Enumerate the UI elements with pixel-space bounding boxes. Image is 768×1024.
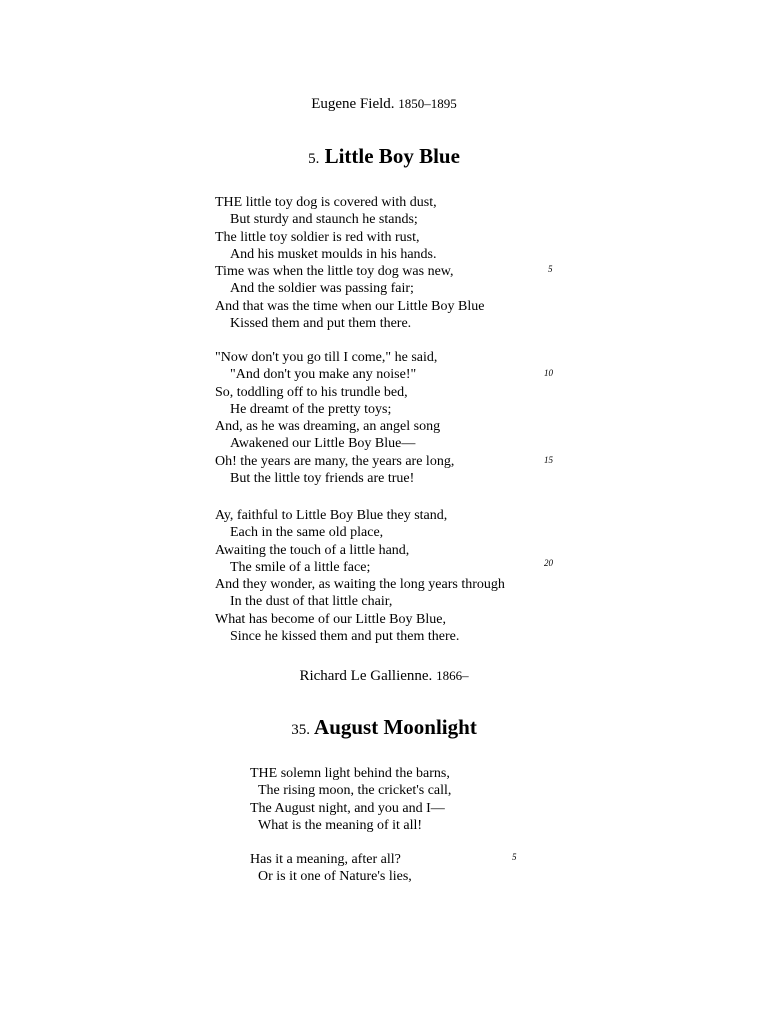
poem-line: So, toddling off to his trundle bed,: [215, 384, 408, 400]
poem-line: THE solemn light behind the barns,: [250, 766, 450, 781]
poem-line: And that was the time when our Little Boy Blue: [215, 298, 485, 314]
line-number: 5: [512, 852, 517, 862]
poem-line: The smile of a little face;: [230, 559, 371, 575]
poem-line: What has become of our Little Boy Blue,: [215, 611, 446, 627]
poem-line: Ay, faithful to Little Boy Blue they stand,: [215, 508, 448, 523]
line-number: 15: [544, 455, 553, 465]
poem-title-text: Little Boy Blue: [324, 144, 460, 168]
poem-line: And, as he was dreaming, an angel song: [215, 419, 441, 435]
poem-line: Each in the same old place,: [230, 525, 384, 541]
poem-line: "And don't you make any noise!": [230, 367, 417, 383]
stanza-1: [215, 194, 484, 332]
stanza-2: [215, 349, 454, 487]
poem-line: Oh! the years are many, the years are long,: [215, 453, 455, 469]
author-name: Eugene Field.: [311, 96, 395, 112]
poem-number: 5.: [308, 151, 320, 167]
poem-line: Since he kissed them and put them there.: [230, 629, 460, 645]
poem-line: Has it a meaning, after all?: [250, 852, 401, 867]
poem-line: And his musket moulds in his hands.: [230, 246, 437, 262]
author-line: [0, 667, 768, 685]
poem-title-text: August Moonlight: [314, 715, 477, 739]
poem-title: [0, 143, 768, 172]
poem-title: [0, 714, 768, 743]
poem-line: Or is it one of Nature's lies,: [258, 869, 412, 885]
author-dates: 1850–1895: [398, 96, 457, 111]
line-number: 10: [544, 368, 553, 378]
poem-line: The little toy soldier is red with rust,: [215, 229, 420, 245]
poem-line: He dreamt of the pretty toys;: [230, 401, 392, 417]
poem-line: And they wonder, as waiting the long years through: [215, 577, 505, 593]
poem-line: But sturdy and staunch he stands;: [230, 212, 418, 228]
poem-line: But the little toy friends are true!: [230, 471, 415, 487]
line-number: 5: [548, 264, 553, 274]
poem-line: What is the meaning of it all!: [258, 817, 423, 833]
author-line: [0, 95, 768, 113]
poem-number: 35.: [291, 722, 310, 738]
line-number: 20: [544, 558, 553, 568]
poem-line: Time was when the little toy dog was new,: [215, 264, 454, 280]
stanza-1: [250, 765, 451, 834]
poem-line: The August night, and you and I—: [250, 800, 445, 816]
poem-line: "Now don't you go till I come," he said,: [215, 350, 438, 365]
poem-line: Kissed them and put them there.: [230, 316, 412, 332]
poem-line: Awakened our Little Boy Blue—: [230, 436, 416, 452]
poem-line: THE little toy dog is covered with dust,: [215, 195, 437, 210]
poem-line: In the dust of that little chair,: [230, 594, 393, 610]
stanza-3: [215, 507, 505, 645]
author-name: Richard Le Gallienne.: [299, 668, 433, 684]
poem-line: The rising moon, the cricket's call,: [258, 783, 452, 799]
stanza-2: [250, 851, 412, 886]
poem-line: And the soldier was passing fair;: [230, 281, 414, 297]
author-dates: 1866–: [436, 668, 469, 683]
poem-line: Awaiting the touch of a little hand,: [215, 542, 410, 558]
